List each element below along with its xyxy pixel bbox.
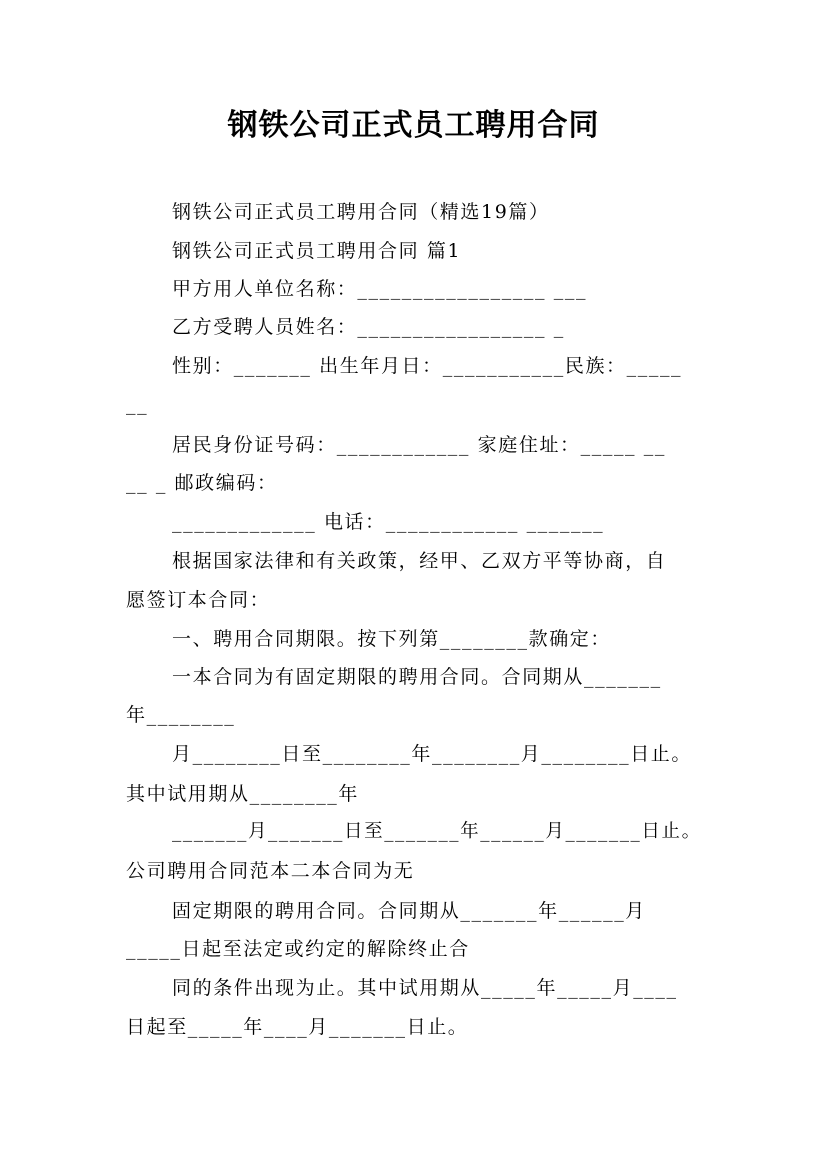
text-line: 其中试用期从________年 [126,783,360,805]
text-line: 年________ [126,704,236,726]
text-line: __ _ 邮政编码： [126,472,278,494]
document-title: 钢铁公司正式员工聘用合同 [227,108,600,143]
text-line: 日起至_____年____月_______日止。 [126,1016,469,1038]
text-line: _____________ 电话：____________ _______ [172,511,605,533]
text-line: 根据国家法律和有关政策，经甲、乙双方平等协商，自 [172,550,667,572]
text-line: __ [126,393,149,415]
text-line: 一本合同为有固定期限的聘用合同。合同期从_______ [172,666,662,688]
text-line: 居民身份证号码：____________ 家庭住址：_____ __ [172,434,666,456]
text-line: 乙方受聘人员姓名：_________________ _ [172,316,565,338]
text-line: 固定期限的聘用合同。合同期从_______年______月 [172,900,646,922]
text-line: 公司聘用合同范本二本合同为无 [126,860,415,882]
text-line: 甲方用人单位名称：_________________ ___ [172,278,588,300]
text-line: 月________日至________年________月________日止。 [172,743,693,765]
text-line: 钢铁公司正式员工聘用合同（精选19篇） [172,201,550,223]
text-line: 同的条件出现为止。其中试用期从_____年_____月____ [172,977,678,999]
text-line: 愿签订本合同： [126,589,271,611]
text-line: 钢铁公司正式员工聘用合同 篇1 [172,240,462,262]
text-line: 一、聘用合同期限。按下列第________款确定： [172,628,612,650]
text-line: _______月_______日至_______年______月_______日止。 [172,821,702,842]
text-line: _____日起至法定或约定的解除终止合 [126,938,470,960]
text-line: 性别：_______ 出生年月日：___________民族：_____ [172,355,683,377]
